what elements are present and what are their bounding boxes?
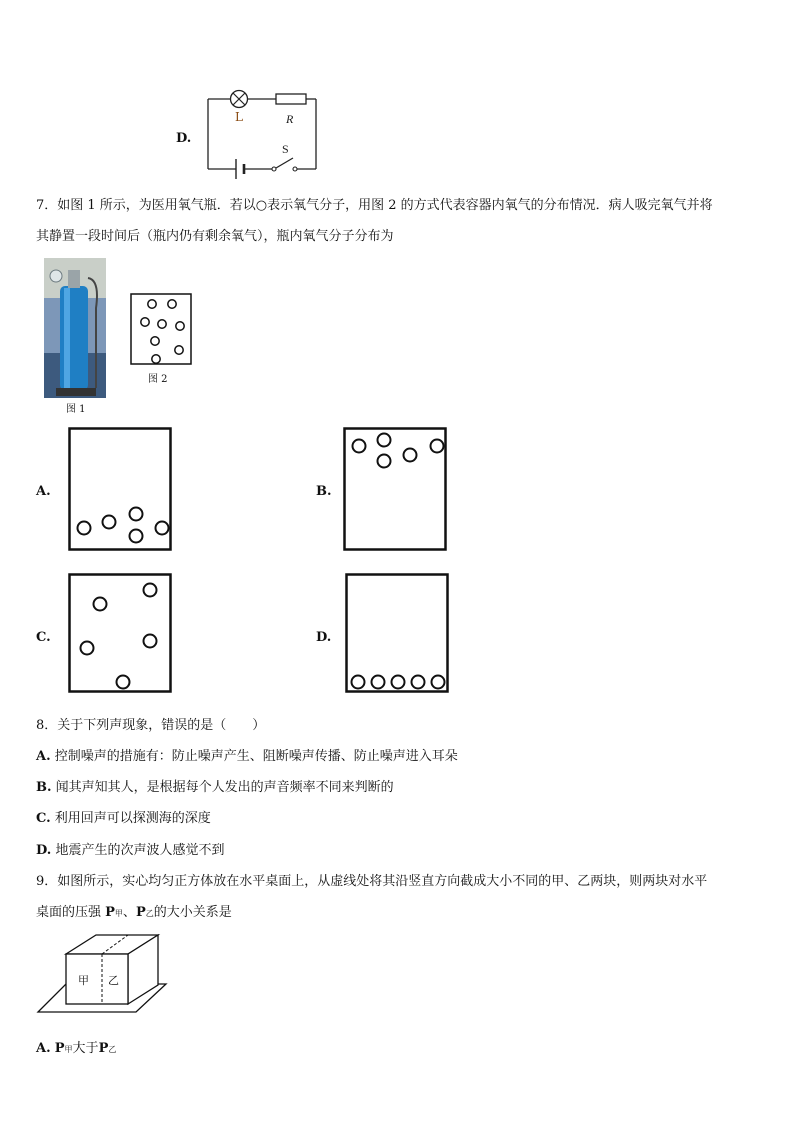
- q7-option-a-container[interactable]: [68, 427, 172, 551]
- q9-stem-line2-post: 的大小关系是: [153, 905, 232, 920]
- q6-circuit-diagram: [200, 85, 330, 177]
- sub-yi: 乙: [145, 909, 154, 918]
- block-label-yi: 乙: [108, 974, 119, 987]
- lamp-label: L: [235, 110, 243, 124]
- q9-option-a-relation: 大于: [72, 1041, 99, 1056]
- p-symbol-yi: P: [135, 905, 146, 920]
- q8-option-d-text: 地震产生的次声波人感觉不到: [55, 843, 225, 858]
- q9-cube-diagram: [36, 932, 170, 1024]
- q8-option-c[interactable]: [36, 811, 211, 827]
- q8-option-a[interactable]: [36, 749, 458, 765]
- q6-option-d-label: D.: [176, 131, 192, 146]
- q7-stem-line2: 其静置一段时间后（瓶内仍有剩余氧气），瓶内氧气分子分布为: [36, 229, 394, 244]
- fig1-caption: 图 1: [66, 404, 86, 415]
- q7-option-d-label: D.: [316, 630, 332, 645]
- separator: 、: [122, 905, 136, 920]
- lamp-icon: [231, 91, 248, 108]
- q9-option-a-sub2: 乙: [108, 1045, 117, 1054]
- q7-option-c-label: C.: [36, 630, 51, 645]
- q8-option-b-label: B.: [36, 780, 52, 795]
- q7-option-b-container[interactable]: [343, 427, 447, 551]
- block-label-jia: 甲: [78, 974, 89, 987]
- q7-option-c-container[interactable]: [68, 573, 172, 693]
- p-symbol-jia: P: [105, 905, 115, 920]
- oxygen-cylinder-photo: [44, 258, 106, 398]
- resistor-label: R: [286, 112, 294, 126]
- q8-option-d[interactable]: [36, 843, 225, 859]
- switch-icon: [272, 158, 297, 171]
- q9-stem-line2: [36, 905, 232, 922]
- q7-stem-line1: 7．如图 1 所示，为医用氧气瓶．若以○表示氧气分子，用图 2 的方式代表容器内氧气的分布情况．病人吸完氧气并将: [36, 198, 713, 213]
- q9-option-a[interactable]: [36, 1041, 116, 1058]
- q8-option-b-text: 闻其声知其人，是根据每个人发出的声音频率不同来判断的: [55, 780, 394, 795]
- q9-option-a-p2: P: [98, 1041, 109, 1056]
- fig2-caption: 图 2: [148, 374, 168, 385]
- q8-option-b[interactable]: [36, 780, 394, 796]
- sub-jia: 甲: [114, 909, 123, 918]
- q7-option-d-container[interactable]: [345, 573, 449, 693]
- q7-option-a-label: A.: [36, 484, 51, 499]
- q7-option-b-label: B.: [316, 484, 332, 499]
- resistor-icon: [276, 94, 306, 104]
- q9-stem-line2-pre: 桌面的压强: [36, 905, 106, 920]
- q8-stem: 8．关于下列声现象，错误的是（ ）: [36, 718, 266, 733]
- q9-stem-line1: 9．如图所示，实心均匀正方体放在水平桌面上，从虚线处将其沿竖直方向截成大小不同的甲、乙两块，则两块对水平: [36, 874, 708, 889]
- q8-option-a-text: 控制噪声的措施有：防止噪声产生、阻断噪声传播、防止噪声进入耳朵: [54, 749, 458, 764]
- switch-label: S: [282, 142, 289, 156]
- q8-option-d-label: D.: [36, 843, 52, 858]
- q9-option-a-p1: P: [54, 1041, 65, 1056]
- q8-option-c-text: 利用回声可以探测海的深度: [54, 811, 211, 826]
- q9-option-a-sub1: 甲: [64, 1045, 73, 1054]
- battery-icon: [236, 159, 244, 179]
- q9-option-a-label: A.: [36, 1041, 51, 1056]
- q8-option-c-label: C.: [36, 811, 51, 826]
- fig2-container: [130, 293, 192, 365]
- q8-option-a-label: A.: [36, 749, 51, 764]
